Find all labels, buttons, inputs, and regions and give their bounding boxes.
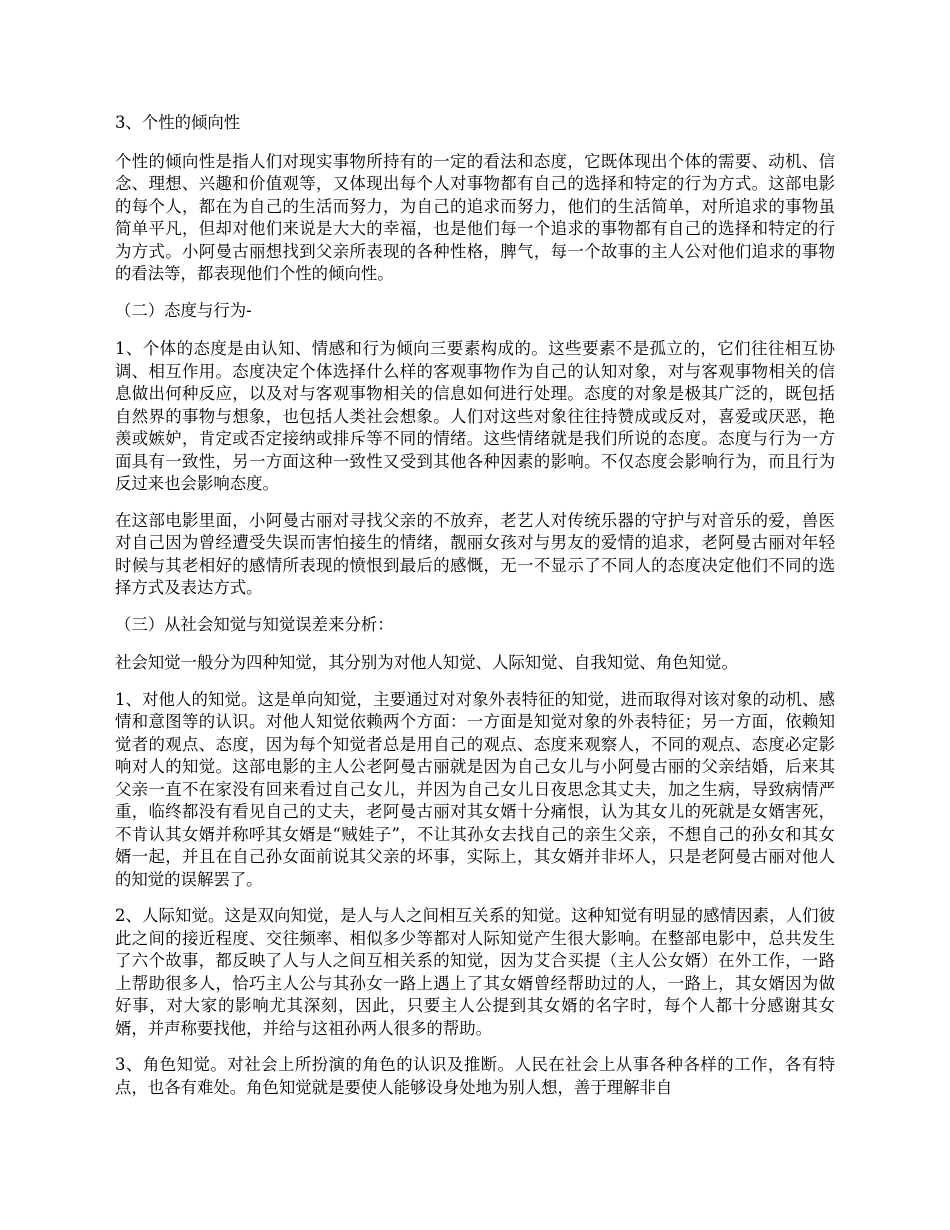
paragraph-role-perception: 3、角色知觉。对社会上所扮演的角色的认识及推断。人民在社会上从事各种各样的工作，各有特点，也各有难处。角色知觉就是要使人能够设身处地为别人想，善于理解非自 <box>115 1055 835 1097</box>
paragraph-interpersonal-perception: 2、人际知觉。这是双向知觉，是人与人之间相互关系的知觉。这种知觉有明显的感情因素，人们彼此之间的接近程度、交往频率、相似多少等都对人际知觉产生很大影响。在整部电影中，总共发生了六个故事，都反映了人与人之间互相关系的知觉，因为艾合买提（主人公女婿）在外工作，一路上帮助很多人，恰巧主人公与其孙女一路上遇上了其女婿曾经帮助过的人，一路上，其女婿因为做好事，对大家的影响尤其深刻，因此，只要主人公提到其女婿的名字时，每个人都十分感谢其女婿，并声称要找他，并给与这祖孙两人很多的帮助。 <box>115 906 835 1038</box>
paragraph-perception-of-others: 1、对他人的知觉。这是单向知觉，主要通过对对象外表特征的知觉，进而取得对该对象的动机、感情和意图等的认识。对他人知觉依赖两个方面：一方面是知觉对象的外表特征；另一方面，依赖知觉者的观点、态度，因为每个知觉者总是用自己的观点、态度来观察人，不同的观点、态度必定影响对人的知觉。这部电影的主人公老阿曼古丽就是因为自己女儿与小阿曼古丽的父亲结婚，后来其父亲一直不在家没有回来看过自己女儿，并因为自己女儿日夜思念其丈夫，加之生病，导致病情严重，临终都没有看见自己的丈夫，老阿曼古丽对其女婿十分痛恨，认为其女儿的死就是女婿害死，不肯认其女婿并称呼其女婿是“贼娃子”，不让其孙女去找自己的亲生父亲，不想自己的孙女和其女婿一起，并且在自己孙女面前说其父亲的坏事，实际上，其女婿并非坏人，只是老阿曼古丽对他人的知觉的误解罢了。 <box>115 689 835 889</box>
paragraph-attitude-in-film: 在这部电影里面，小阿曼古丽对寻找父亲的不放弃，老艺人对传统乐器的守护与对音乐的爱，兽医对自己因为曾经遭受失误而害怕接生的情绪，靓丽女孩对与男友的爱情的追求，老阿曼古丽对年轻时候与其老相好的感情所表现的愤恨到最后的感慨，无一不显示了不同人的态度决定他们不同的选择方式及表达方式。 <box>115 510 835 597</box>
section-heading-attitude-behavior: （二）态度与行为- <box>115 300 252 320</box>
paragraph-attitude-components: 1、个体的态度是由认知、情感和行为倾向三要素构成的。这些要素不是孤立的，它们往往相互协调、相互作用。态度决定个体选择什么样的客观事物作为自己的认知对象，对与客观事物相关的信息做出何种反应，以及对与客观事物相关的信息如何进行处理。态度的对象是极其广泛的，既包括自然界的事物与想象，也包括人类社会想象。人们对这些对象往往持赞成或反对，喜爱或厌恶，艳羡或嫉妒，肯定或否定接纳或排斥等不同的情绪。这些情绪就是我们所说的态度。态度与行为一方面具有一致性，另一方面这种一致性又受到其他各种因素的影响。不仅态度会影响行为，而且行为反过来也会影响态度。 <box>115 339 835 493</box>
section-heading-social-perception: （三）从社会知觉与知觉误差来分析： <box>115 614 394 634</box>
section-heading-personality-tendency: 3、个性的倾向性 <box>115 113 241 132</box>
paragraph-personality-tendency: 个性的倾向性是指人们对现实事物所持有的一定的看法和态度，它既体现出个体的需要、动机、信念、理想、兴趣和价值观等，又体现出每个人对事物都有自己的选择和特定的行为方式。这部电影的每个人，都在为自己的生活而努力，为自己的追求而努力，他们的生活简单，对所追求的事物虽简单平凡，但却对他们来说是大大的幸福，也是他们每一个追求的事物都有自己的选择和特定的行为方式。小阿曼古丽想找到父亲所表现的各种性格，脾气，每一个故事的主人公对他们追求的事物的看法等，都表现他们个性的倾向性。 <box>115 151 835 283</box>
paragraph-four-perceptions: 社会知觉一般分为四种知觉，其分别为对他人知觉、人际知觉、自我知觉、角色知觉。 <box>115 653 738 672</box>
